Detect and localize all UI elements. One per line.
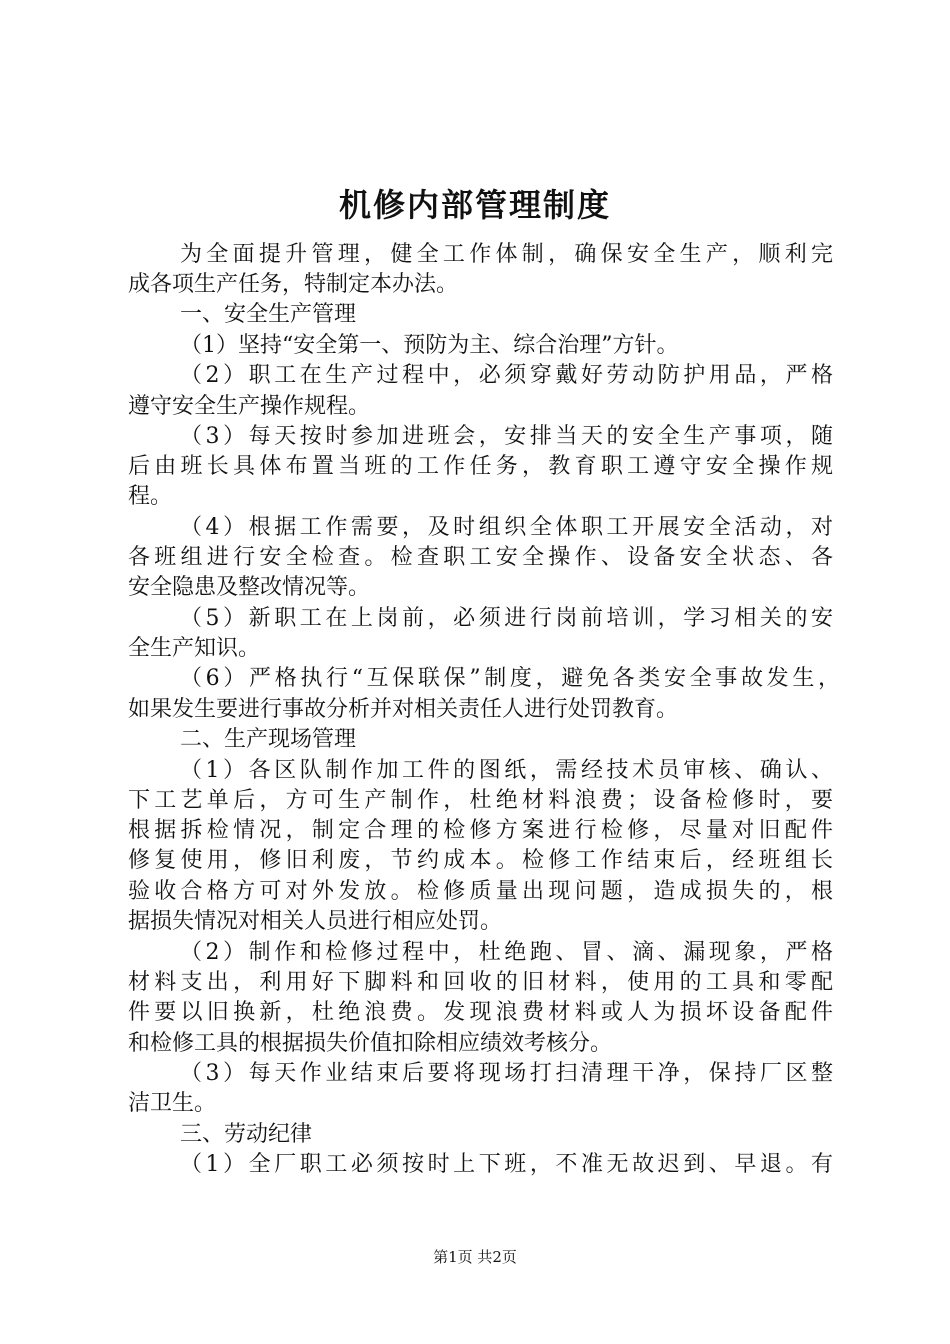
paragraph-line: 程。 [128, 484, 173, 509]
paragraph-line: （1）全厂职工必须按时上下班，不准无故迟到、早退。有 [180, 1152, 833, 1177]
paragraph-line: 件要以旧换新，杜绝浪费。发现浪费材料或人为损坏设备配件 [128, 1000, 833, 1025]
section-heading: 一、安全生产管理 [180, 302, 357, 327]
paragraph-line: （3）每天作业结束后要将现场打扫清理干净，保持厂区整 [180, 1061, 833, 1086]
paragraph-line: （3）每天按时参加进班会，安排当天的安全生产事项，随 [180, 424, 833, 449]
paragraph-line: 验收合格方可对外发放。检修质量出现问题，造成损失的，根 [128, 879, 833, 904]
paragraph-line: （6）严格执行“互保联保”制度，避免各类安全事故发生， [180, 666, 840, 691]
paragraph-line: （1）各区队制作加工件的图纸，需经技术员审核、确认、 [180, 758, 833, 783]
paragraph-line: 安全隐患及整改情况等。 [128, 575, 371, 600]
paragraph-line: 据损失情况对相关人员进行相应处罚。 [128, 909, 503, 934]
paragraph-line: 遵守安全生产操作规程。 [128, 394, 371, 419]
paragraph-line: 各班组进行安全检查。检查职工安全操作、设备安全状态、各 [128, 545, 833, 570]
paragraph-line: 洁卫生。 [128, 1091, 217, 1116]
paragraph-line: （2）制作和检修过程中，杜绝跑、冒、滴、漏现象，严格 [180, 940, 833, 965]
document-title: 机修内部管理制度 [338, 186, 611, 224]
page-footer: 第1页 共2页 [433, 1248, 517, 1266]
paragraph-line: （2）职工在生产过程中，必须穿戴好劳动防护用品，严格 [180, 363, 833, 388]
paragraph-line: 根据拆检情况，制定合理的检修方案进行检修，尽量对旧配件 [128, 818, 833, 843]
paragraph-line: （4）根据工作需要，及时组织全体职工开展安全活动，对 [180, 515, 833, 540]
paragraph-line: 下工艺单后，方可生产制作，杜绝材料浪费；设备检修时，要 [128, 788, 833, 813]
paragraph-line: 如果发生要进行事故分析并对相关责任人进行处罚教育。 [128, 697, 679, 722]
paragraph-line: 全生产知识。 [128, 636, 261, 661]
paragraph-line: 和检修工具的根据损失价值扣除相应绩效考核分。 [128, 1031, 613, 1056]
paragraph-line: 后由班长具体布置当班的工作任务，教育职工遵守安全操作规 [128, 454, 833, 479]
paragraph-line: 为全面提升管理，健全工作体制，确保安全生产，顺利完 [180, 242, 833, 267]
paragraph-line: 成各项生产任务，特制定本办法。 [128, 272, 459, 297]
paragraph-line: （1）坚持“安全第一、预防为主、综合治理”方针。 [180, 333, 679, 358]
paragraph-line: 修复使用，修旧利废，节约成本。检修工作结束后，经班组长 [128, 848, 833, 873]
section-heading: 二、生产现场管理 [180, 727, 357, 752]
section-heading: 三、劳动纪律 [180, 1122, 313, 1147]
paragraph-line: （5）新职工在上岗前，必须进行岗前培训，学习相关的安 [180, 606, 833, 631]
paragraph-line: 材料支出，利用好下脚料和回收的旧材料，使用的工具和零配 [128, 970, 833, 995]
